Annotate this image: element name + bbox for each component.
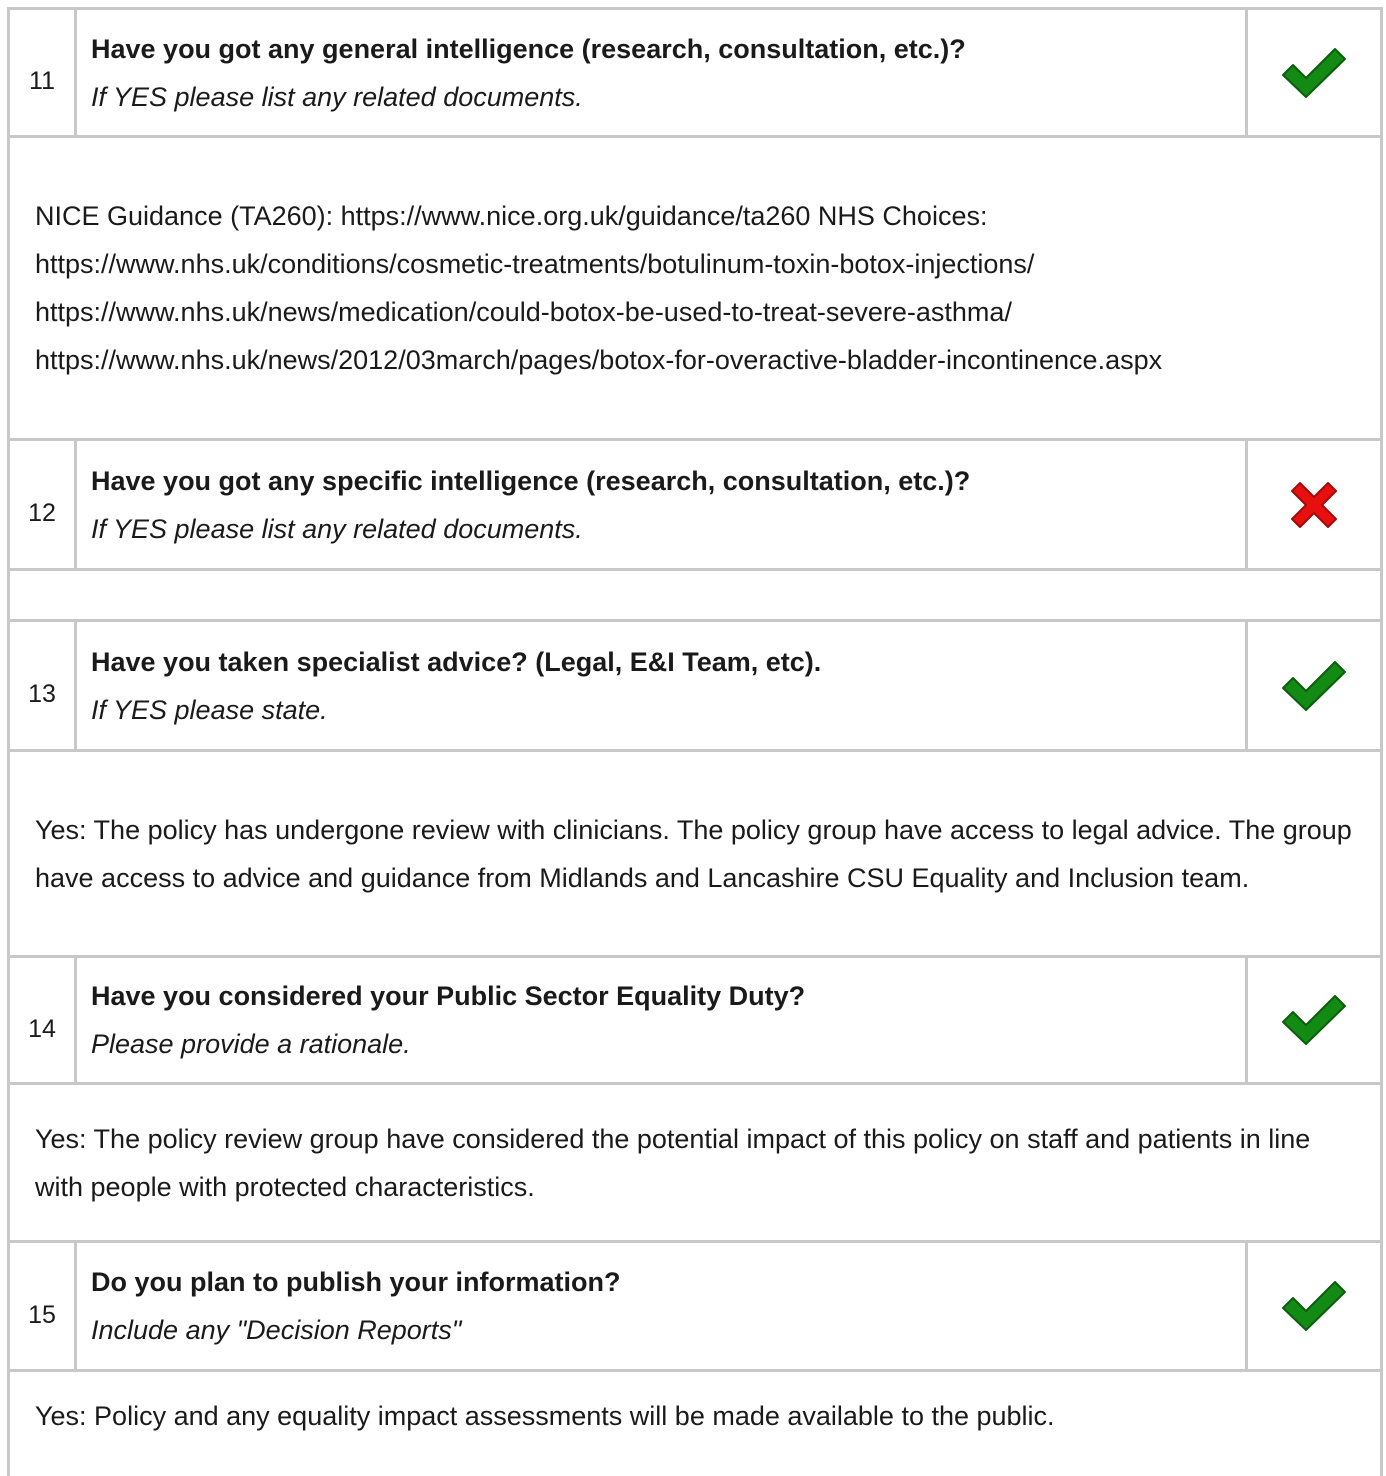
- question-title: Do you plan to publish your information?: [91, 1267, 621, 1297]
- question-row-11: [10, 10, 1380, 138]
- question-subtitle: Please provide a rationale.: [91, 1029, 411, 1059]
- question-subtitle: If YES please state.: [91, 694, 328, 725]
- question-row-14: [10, 958, 1380, 1085]
- answer-cell-12: [10, 571, 1380, 622]
- check-icon: [1279, 1278, 1349, 1334]
- status-cell: [1245, 958, 1380, 1082]
- question-row-12: [10, 441, 1380, 571]
- status-cell: [1245, 10, 1380, 135]
- answer-cell-11: [10, 138, 1380, 441]
- answer-text: Yes: Policy and any equality impact assessments will be made available to the public.: [35, 1401, 1055, 1431]
- answer-cell-15: [10, 1372, 1380, 1476]
- check-icon: [1279, 45, 1349, 101]
- question-row-15: [10, 1243, 1380, 1372]
- question-text: [77, 622, 1245, 749]
- question-text: [77, 441, 1245, 568]
- question-text: [77, 1243, 1245, 1369]
- question-number: 12: [10, 441, 77, 568]
- check-icon: [1279, 658, 1349, 714]
- question-text: [77, 10, 1245, 135]
- question-subtitle: If YES please list any related documents.: [91, 81, 583, 112]
- answer-text: Yes: The policy review group have considered the potential impact of this policy on staff and patients in line with people with protected characteristics.: [35, 1123, 1311, 1202]
- question-number: 14: [10, 958, 77, 1082]
- question-number: 15: [10, 1243, 77, 1369]
- question-title: Have you got any general intelligence (research, consultation, etc.)?: [91, 33, 966, 64]
- question-subtitle: If YES please list any related documents.: [91, 513, 583, 544]
- question-title: Have you taken specialist advice? (Legal, E&I Team, etc).: [91, 646, 822, 677]
- status-cell: [1245, 1243, 1380, 1369]
- question-subtitle: Include any "Decision Reports": [91, 1315, 462, 1345]
- status-cell: [1245, 622, 1380, 749]
- question-number: 13: [10, 622, 77, 749]
- question-text: [77, 958, 1245, 1082]
- assessment-table: [7, 7, 1383, 1476]
- check-icon: [1279, 992, 1349, 1048]
- answer-text: NICE Guidance (TA260): https://www.nice.org.uk/guidance/ta260 NHS Choices: https://www.nhs.uk/conditions/cosmetic-treatments/botulinum-toxin-botox-injections/ https://www.nhs.uk/news/medication/could-botox-be-used-to-treat-severe-asthma/ https://www.nhs.uk/news/2012/03march/pages/botox-for-overactive-bladder-incontinence.aspx: [35, 201, 1163, 375]
- answer-text: Yes: The policy has undergone review with clinicians. The policy group have access to legal advice. The group have access to advice and guidance from Midlands and Lancashire CSU Equality and Inclusion team.: [35, 814, 1352, 893]
- question-title: Have you considered your Public Sector Equality Duty?: [91, 981, 806, 1011]
- question-row-13: [10, 622, 1380, 752]
- cross-icon: [1286, 477, 1342, 533]
- status-cell: [1245, 441, 1380, 568]
- question-title: Have you got any specific intelligence (research, consultation, etc.)?: [91, 465, 971, 496]
- answer-cell-14: [10, 1085, 1380, 1243]
- question-number: 11: [10, 10, 77, 135]
- answer-cell-13: [10, 752, 1380, 958]
